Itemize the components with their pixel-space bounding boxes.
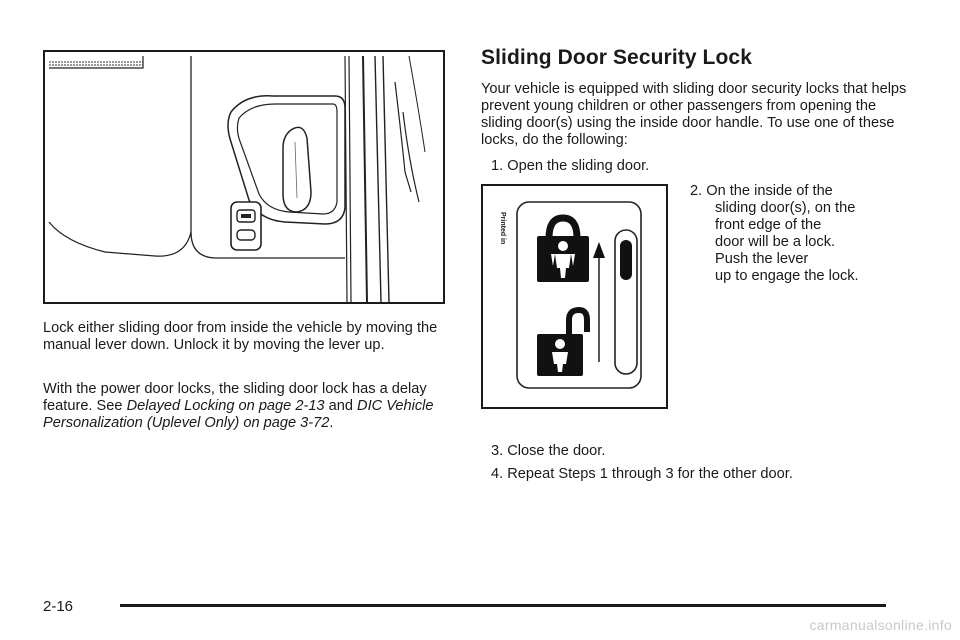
door-interior-drawing <box>45 52 443 302</box>
lock-lever-drawing <box>483 186 666 407</box>
page-number: 2-16 <box>43 598 74 615</box>
step-number: 3. <box>491 443 504 459</box>
step-number: 4. <box>491 466 504 482</box>
step-number: 2. <box>690 183 703 199</box>
step-text: Repeat Steps 1 through 3 for the other door. <box>507 466 793 482</box>
figure-label: Printed in <box>499 212 506 245</box>
step-2-line: door will be a lock. <box>715 234 836 250</box>
intro-text: Your vehicle is equipped with sliding door security locks that helps prevent young children or other passengers from opening the sliding door(s) using the inside door handle. To use one of these locks, do the following: <box>481 81 907 148</box>
dic-personalization-reference[interactable]: DIC Vehicle Personalization (Uplevel Only) on page 3-72 <box>43 398 434 431</box>
intro-paragraph <box>481 81 921 149</box>
step-2-line: Push the lever <box>715 251 809 267</box>
left-paragraph-2 <box>43 381 453 432</box>
step-2 <box>690 183 920 285</box>
left-para2-prefix: With the power door locks, the sliding door lock has a delay feature. See <box>43 381 427 414</box>
step-number: 1. <box>491 158 504 174</box>
left-para2-mid: and <box>324 398 358 414</box>
step-2-line: sliding door(s), on the <box>715 200 856 216</box>
step-2-line: up to engage the lock. <box>715 268 859 284</box>
step-text: Open the sliding door. <box>507 158 650 174</box>
delayed-locking-reference[interactable]: Delayed Locking on page 2-13 <box>126 398 325 414</box>
watermark: carmanualsonline.info <box>809 617 952 633</box>
left-paragraph-1 <box>43 320 453 354</box>
step-4 <box>491 466 793 483</box>
step-1 <box>491 158 649 175</box>
step-2-line: 2. On the inside of the <box>690 183 833 199</box>
door-interior-illustration <box>43 50 445 304</box>
left-para2-suffix: . <box>329 415 334 431</box>
step-text: Close the door. <box>507 443 606 459</box>
left-paragraph-1-text: Lock either sliding door from inside the vehicle by moving the manual lever down. Unlock it by moving the lever up. <box>43 320 438 353</box>
lever-knob <box>620 240 632 280</box>
lock-lever-illustration <box>481 184 668 409</box>
footer-rule <box>120 604 886 607</box>
step-2-line: front edge of the <box>715 217 822 233</box>
step-3 <box>491 443 605 460</box>
section-title: Sliding Door Security Lock <box>481 46 752 69</box>
left-paragraph-2-text <box>43 381 453 432</box>
